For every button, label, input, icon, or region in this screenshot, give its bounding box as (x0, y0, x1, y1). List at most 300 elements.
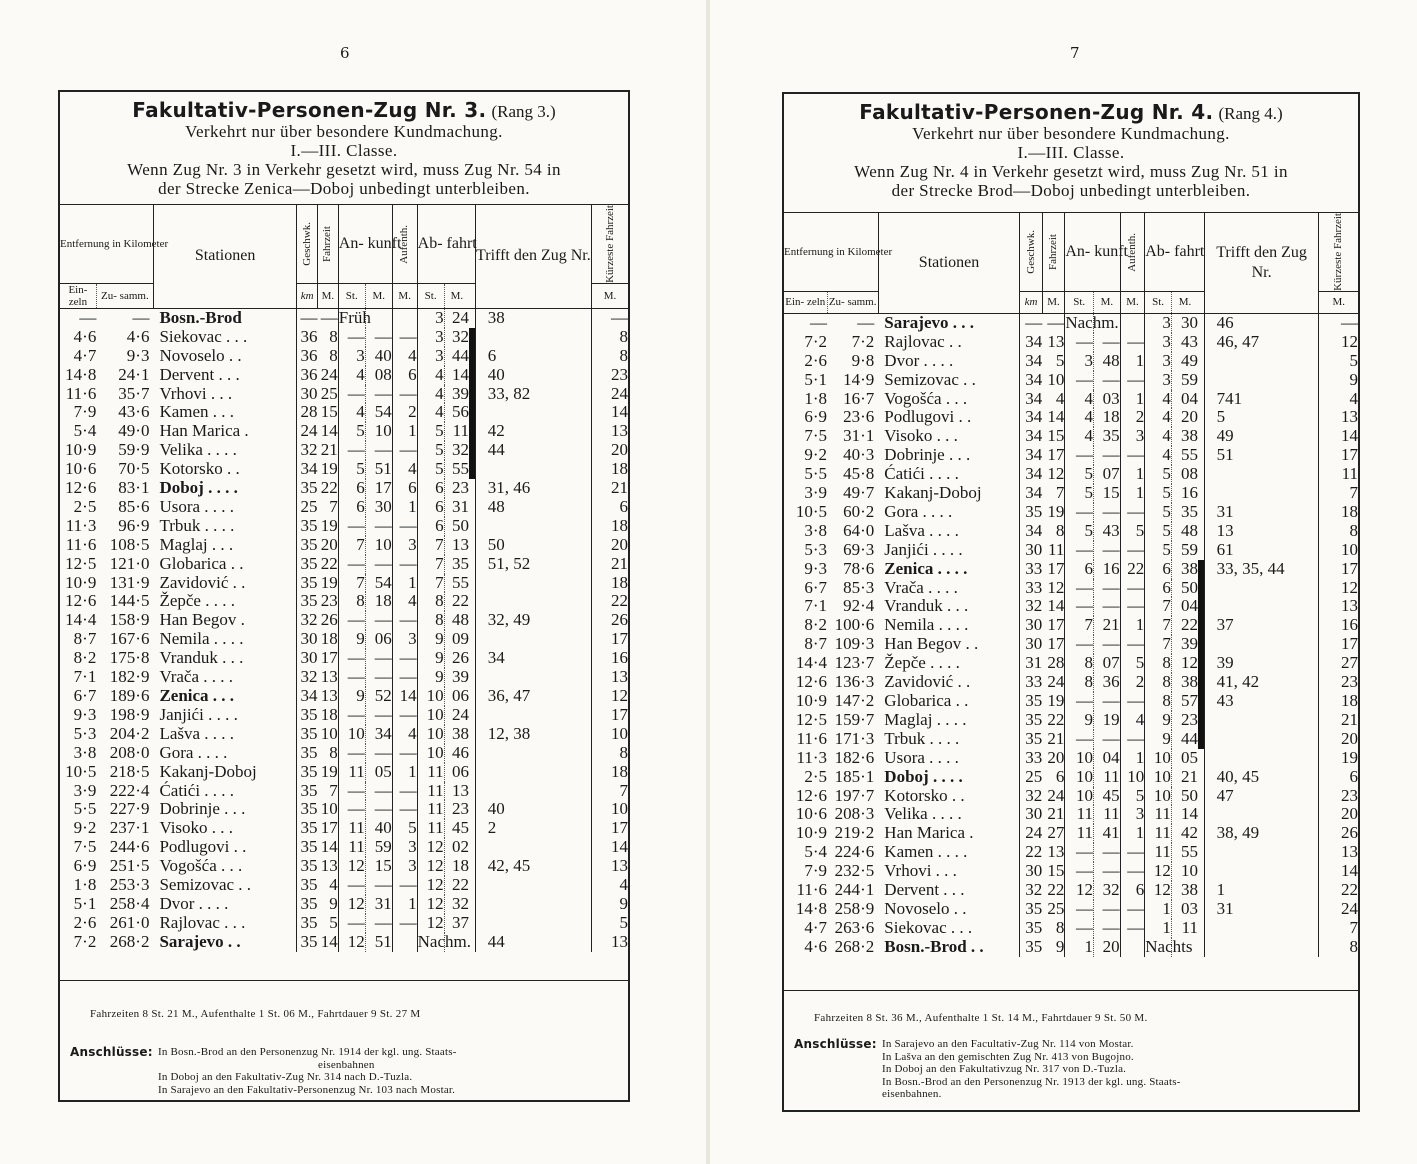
km-single: 2·5 (73, 496, 97, 516)
shortest-time: 18 (1319, 503, 1358, 522)
speed: 35 (297, 895, 318, 914)
arrival-min: — (365, 668, 392, 687)
table-row (784, 427, 1358, 446)
arrival-min: — (365, 800, 392, 819)
shortest-time: 16 (1319, 616, 1358, 635)
departure-min: 23 (444, 800, 469, 819)
km-single: 3·9 (804, 483, 828, 503)
arrival-min: — (365, 517, 392, 536)
departure-hour: 4 (1145, 390, 1172, 409)
table-row (784, 579, 1358, 598)
departure-min: 46 (444, 744, 469, 763)
speed: 30 (1020, 805, 1043, 824)
arrival-hour: 11 (338, 763, 365, 782)
connecting-train-header: Trifft den Zug Nr. (475, 205, 591, 308)
shortest-time: 27 (1319, 654, 1358, 673)
departure-min: 22 (1171, 616, 1198, 635)
shortest-time: 19 (1319, 749, 1358, 768)
arrival-min: 34 (365, 725, 392, 744)
table-row (60, 687, 628, 706)
speed: 34 (1020, 371, 1043, 390)
arrival-hour: 5 (338, 422, 365, 441)
departure-min: 08 (1171, 465, 1198, 484)
departure-hour: 6 (417, 517, 444, 536)
connecting-trains (475, 838, 591, 857)
km-total: 35·7 (118, 383, 150, 403)
shortest-time: 8 (592, 328, 628, 347)
stop-time: — (1120, 333, 1145, 352)
departure-min: 22 (444, 876, 469, 895)
table-row (784, 711, 1358, 730)
km-total: 204·2 (109, 723, 150, 743)
km-single: 4·7 (73, 345, 97, 365)
arrival-min: — (365, 441, 392, 460)
shortest-time: 17 (592, 819, 628, 838)
table-row (784, 749, 1358, 768)
speed: 33 (1020, 579, 1043, 598)
speed: 32 (297, 668, 318, 687)
runtime: 19 (320, 515, 338, 535)
connecting-trains: 48 (475, 498, 591, 517)
departure-hour: 6 (1145, 560, 1172, 579)
runtime: 19 (1047, 501, 1065, 521)
timetable (60, 205, 628, 952)
km-single: 12·5 (65, 553, 97, 573)
runtime: 17 (320, 648, 338, 668)
departure-hour: 6 (417, 479, 444, 498)
connecting-trains (475, 763, 591, 782)
speed: 35 (297, 933, 318, 952)
departure-min: 06 (444, 763, 469, 782)
station-name: Vranduk . . . (884, 596, 969, 616)
shortest-time: 21 (592, 479, 628, 498)
stop-time: 1 (392, 422, 417, 441)
connecting-trains: 38, 49 (1204, 824, 1319, 843)
stop-time: 1 (392, 574, 417, 593)
table-row (784, 503, 1358, 522)
station-name: Visoko . . . (884, 426, 958, 446)
departure-min: 38 (1171, 560, 1198, 579)
km-total: 85·3 (843, 577, 875, 597)
connecting-trains: 32, 49 (475, 611, 591, 630)
station-name: Lašva . . . . (884, 520, 959, 540)
departure-hour: 8 (1145, 692, 1172, 711)
connecting-trains (475, 706, 591, 725)
km-unit: km (1020, 291, 1043, 313)
stop-time (1120, 938, 1145, 957)
stop-header: Aufenth. (392, 205, 417, 283)
shortest-time: 13 (592, 668, 628, 687)
arrival-hour: — (1065, 541, 1094, 560)
km-total: 185·1 (834, 766, 875, 786)
speed: 35 (297, 819, 318, 838)
shortest-min-unit: M. (1319, 291, 1358, 313)
table-row (784, 313, 1358, 332)
station-name: Nemila . . . . (159, 629, 244, 649)
connecting-trains: 31 (1204, 503, 1319, 522)
stop-time: — (1120, 579, 1145, 598)
connecting-trains: 44 (475, 441, 591, 460)
arrival-min: 10 (365, 536, 392, 555)
departure-min: 55 (444, 460, 469, 479)
shortest-time: 13 (1319, 843, 1358, 862)
departure-hour: 3 (1145, 371, 1172, 390)
departure-hour: 9 (417, 630, 444, 649)
station-name: Zavidović . . (884, 672, 971, 692)
shortest-time: 18 (592, 460, 628, 479)
arr-hour-unit: St. (1065, 291, 1094, 313)
arrival-hour: — (338, 555, 365, 574)
connection-item: In Doboj an den Fakultativ-Zug Nr. 314 nach D.-Tuzla. (158, 1071, 413, 1083)
shortest-time: 10 (592, 725, 628, 744)
departure-min: 10 (1171, 862, 1198, 881)
departure-min: 05 (1171, 749, 1198, 768)
km-single: 9·3 (73, 704, 97, 724)
arrival-min: — (365, 555, 392, 574)
condition-line: Wenn Zug Nr. 3 in Verkehr gesetzt wird, muss Zug Nr. 54 in (127, 160, 561, 179)
connections-block (794, 1038, 1354, 1101)
arrival-min: 40 (365, 819, 392, 838)
arrival-hour: 10 (1065, 787, 1094, 806)
connecting-trains (1204, 938, 1319, 957)
connecting-trains (1204, 749, 1319, 768)
arrival-hour: — (338, 441, 365, 460)
departure-min: 44 (444, 347, 469, 366)
connecting-trains (475, 574, 591, 593)
station-name: Dvor . . . . (884, 350, 954, 370)
km-total: 244·6 (109, 837, 150, 857)
shortest-time: 22 (592, 592, 628, 611)
speed: 32 (297, 611, 318, 630)
shortest-time: 12 (592, 687, 628, 706)
km-single: 5·4 (73, 421, 97, 441)
stop-time: — (392, 555, 417, 574)
station-name: Podlugovi . . (884, 407, 972, 427)
table-row (784, 862, 1358, 881)
km-total: 9·8 (851, 350, 875, 370)
departure-min: 38 (1171, 881, 1198, 900)
departure-min: 04 (1171, 597, 1198, 616)
runtime: 19 (320, 761, 338, 781)
condition-line: Wenn Zug Nr. 4 in Verkehr gesetzt wird, muss Zug Nr. 51 in (854, 162, 1288, 181)
departure-min: 02 (444, 838, 469, 857)
arrival-min: — (1094, 333, 1121, 352)
table-row (60, 857, 628, 876)
stop-time: 1 (1120, 749, 1145, 768)
km-total: 78·6 (843, 558, 875, 578)
departure-hour: 6 (1145, 579, 1172, 598)
shortest-time: 14 (592, 838, 628, 857)
stop-time: 2 (1120, 673, 1145, 692)
connecting-trains (1204, 843, 1319, 862)
km-single: 3·8 (73, 742, 97, 762)
km-single: 5·1 (804, 369, 828, 389)
table-row (784, 522, 1358, 541)
stop-time: 6 (1120, 881, 1145, 900)
table-row (60, 366, 628, 385)
km-total: 222·4 (109, 780, 150, 800)
table-row (60, 422, 628, 441)
arrival-hour: 10 (338, 725, 365, 744)
arrival-hour: 12 (1065, 881, 1094, 900)
stop-time: 3 (1120, 805, 1145, 824)
departure-hour: 10 (1145, 768, 1172, 787)
stop-min-unit: M. (392, 283, 417, 308)
table-row (60, 347, 628, 366)
km-total: 208·3 (834, 804, 875, 824)
departure-hour: 5 (1145, 522, 1172, 541)
stop-time: 5 (1120, 522, 1145, 541)
arrival-min: 32 (1094, 881, 1121, 900)
runtime: 10 (1047, 369, 1065, 389)
runtime: 17 (320, 818, 338, 838)
station-name: Janjići . . . . (159, 704, 238, 724)
runtime: 5 (1055, 350, 1065, 370)
timetable-frame (782, 92, 1360, 1112)
train-title: Fakultativ-Personen-Zug Nr. 4. (859, 100, 1214, 124)
arrival-min: 35 (1094, 427, 1121, 446)
km-total: 224·6 (834, 842, 875, 862)
km-single: 8·7 (804, 634, 828, 654)
stop-time: — (1120, 635, 1145, 654)
train-rank: (Rang 3.) (491, 102, 556, 121)
km-total: 227·9 (109, 799, 150, 819)
runtime: 24 (1047, 672, 1065, 692)
speed: 35 (297, 763, 318, 782)
connecting-trains: 46, 47 (1204, 333, 1319, 352)
runtime: 19 (320, 572, 338, 592)
table-row (60, 479, 628, 498)
stop-time: 3 (392, 838, 417, 857)
departure-min: 21 (1171, 768, 1198, 787)
speed: 35 (297, 782, 318, 801)
departure-min: 50 (1171, 579, 1198, 598)
shortest-time: 20 (592, 536, 628, 555)
km-single: 10·5 (795, 501, 828, 521)
km-single: 12·6 (65, 591, 97, 611)
stop-time: — (392, 441, 417, 460)
speed: 34 (1020, 427, 1043, 446)
arrival-min: — (1094, 446, 1121, 465)
arrival-hour: — (1065, 333, 1094, 352)
runtime: 8 (329, 345, 338, 365)
departure-hour: 5 (417, 422, 444, 441)
table-row (784, 541, 1358, 560)
runtime: 13 (320, 686, 338, 706)
shortest-time: 9 (1319, 371, 1358, 390)
departure-hour: 6 (417, 498, 444, 517)
speed: 35 (297, 744, 318, 763)
departure-min: 38 (444, 725, 469, 744)
stop-time: 2 (392, 403, 417, 422)
runtime: 15 (320, 402, 338, 422)
arrival-min: — (1094, 597, 1121, 616)
speed: 35 (1020, 711, 1043, 730)
arrival-min: 20 (1094, 938, 1121, 957)
train-title: Fakultativ-Personen-Zug Nr. 3. (132, 98, 487, 122)
station-name: Kotorsko . . (159, 459, 240, 479)
stop-time: 14 (392, 687, 417, 706)
speed: 35 (1020, 503, 1043, 522)
arrival-min: 18 (365, 592, 392, 611)
departure-min: 16 (1171, 484, 1198, 503)
table-row (60, 763, 628, 782)
arrival-hour: — (338, 914, 365, 933)
stop-time: 2 (1120, 408, 1145, 427)
connecting-trains: 12, 38 (475, 725, 591, 744)
connecting-trains: 33, 35, 44 (1204, 560, 1319, 579)
departure-hour: 5 (1145, 465, 1172, 484)
connection-item: In Bosn.-Brod an den Personenzug Nr. 1914 der kgl. ung. Staats- (158, 1046, 457, 1058)
departure-min: 06 (444, 687, 469, 706)
shortest-time: 14 (1319, 862, 1358, 881)
arrival-min: 19 (1094, 711, 1121, 730)
km-total: 4·6 (126, 326, 150, 346)
departure-min: 59 (1171, 541, 1198, 560)
km-single: 5·3 (73, 723, 97, 743)
single-km-header: Ein- zeln (784, 291, 827, 313)
km-single: 7·1 (804, 596, 828, 616)
connecting-trains: 33, 82 (475, 385, 591, 404)
arr-hour-unit: St. (338, 283, 365, 308)
shortest-time: 18 (1319, 692, 1358, 711)
stop-time: 1 (1120, 616, 1145, 635)
km-total: 144·5 (109, 591, 150, 611)
station-name: Globarica . . (159, 553, 244, 573)
station-name: Kakanj-Doboj (159, 761, 257, 781)
runtime: 25 (1047, 898, 1065, 918)
arrival-min: 54 (365, 403, 392, 422)
shortest-time: — (592, 308, 628, 327)
shortest-time: 8 (1319, 938, 1358, 957)
runtime: 13 (1047, 842, 1065, 862)
runtime: 21 (1047, 728, 1065, 748)
arrival-hour: — (338, 782, 365, 801)
km-single: 3·8 (804, 520, 828, 540)
departure-min: 39 (1171, 635, 1198, 654)
shortest-time: 7 (592, 782, 628, 801)
speed: 25 (1020, 768, 1043, 787)
km-single: 11·6 (796, 880, 828, 900)
departure-hour: 3 (1145, 333, 1172, 352)
arrival-hour: — (338, 517, 365, 536)
departure-min: 12 (1171, 654, 1198, 673)
departure-hour: 5 (1145, 503, 1172, 522)
table-row (60, 441, 628, 460)
arrival-min: 51 (365, 460, 392, 479)
departure-hour: 4 (417, 366, 444, 385)
departure-min: 49 (1171, 352, 1198, 371)
shortest-time: 18 (592, 574, 628, 593)
arrival-min: — (1094, 862, 1121, 881)
arrival-min: 30 (365, 498, 392, 517)
km-single: 6·7 (73, 686, 97, 706)
km-total: 136·3 (834, 672, 875, 692)
km-total: 16·7 (843, 388, 875, 408)
stop-time: 1 (1120, 484, 1145, 503)
dep-hour-unit: St. (417, 283, 444, 308)
station-name: Usora . . . . (159, 496, 235, 516)
shortest-time: 10 (592, 800, 628, 819)
station-name: Vrača . . . . (159, 667, 234, 687)
km-single: 10·9 (65, 572, 97, 592)
table-row (784, 919, 1358, 938)
arrival-min: — (1094, 503, 1121, 522)
table-row (784, 768, 1358, 787)
km-total: 208·0 (109, 742, 150, 762)
km-total: 83·1 (118, 478, 150, 498)
table-row (784, 635, 1358, 654)
station-name: Žepče . . . . (159, 591, 235, 611)
arrival-hour: 6 (338, 479, 365, 498)
connecting-trains: 741 (1204, 390, 1319, 409)
table-row (784, 352, 1358, 371)
runtime: 19 (320, 459, 338, 479)
runtime: 14 (320, 421, 338, 441)
runtime: 9 (1055, 936, 1065, 956)
table-row (60, 895, 628, 914)
speed: 32 (1020, 597, 1043, 616)
km-single: 6·9 (804, 407, 828, 427)
departure-min: 23 (444, 479, 469, 498)
km-total: 123·7 (834, 653, 875, 673)
shortest-time: 18 (592, 517, 628, 536)
connecting-trains (1204, 635, 1319, 654)
km-single: 11·6 (65, 383, 97, 403)
arrival-min: 10 (365, 422, 392, 441)
runtime: 4 (329, 875, 338, 895)
condition-line-2: der Strecke Zenica—Doboj unbedingt unterbleiben. (158, 179, 530, 198)
runtime: 22 (320, 553, 338, 573)
arrival-min: 11 (1094, 805, 1121, 824)
departure-min: 39 (444, 385, 469, 404)
arrival-hour: 10 (1065, 768, 1094, 787)
class-line: I.—III. Classe. (1017, 143, 1125, 162)
runtime: 14 (1047, 407, 1065, 427)
runtime: 24 (320, 364, 338, 384)
departure-min: 14 (1171, 805, 1198, 824)
stop-time: 3 (392, 857, 417, 876)
arrival-min: — (365, 782, 392, 801)
speed: 35 (1020, 692, 1043, 711)
shortest-time: 8 (592, 347, 628, 366)
speed: 35 (297, 517, 318, 536)
departure-min: 26 (444, 649, 469, 668)
arrival-min: — (365, 744, 392, 763)
table-row (784, 824, 1358, 843)
connecting-trains (475, 668, 591, 687)
speed: 24 (1020, 824, 1043, 843)
departure-hour: 10 (417, 744, 444, 763)
table-row (60, 876, 628, 895)
stop-time: — (1120, 730, 1145, 749)
station-name: Semizovac . . (159, 875, 252, 895)
departure-min: 38 (1171, 673, 1198, 692)
departure-min: 11 (444, 422, 469, 441)
departure-hour: 12 (417, 838, 444, 857)
departure-min: 55 (1171, 446, 1198, 465)
shortest-time: 10 (1319, 541, 1358, 560)
km-single: 7·9 (73, 402, 97, 422)
table-row (784, 843, 1358, 862)
distance-header: Entfernung in Kilometer (784, 213, 878, 291)
speed: 30 (1020, 635, 1043, 654)
station-name: Semizovac . . (884, 369, 976, 389)
departure-hour: 1 (1145, 919, 1172, 938)
departure-hour: 4 (1145, 408, 1172, 427)
km-single: 7·2 (804, 331, 828, 351)
shortest-time: 20 (1319, 805, 1358, 824)
